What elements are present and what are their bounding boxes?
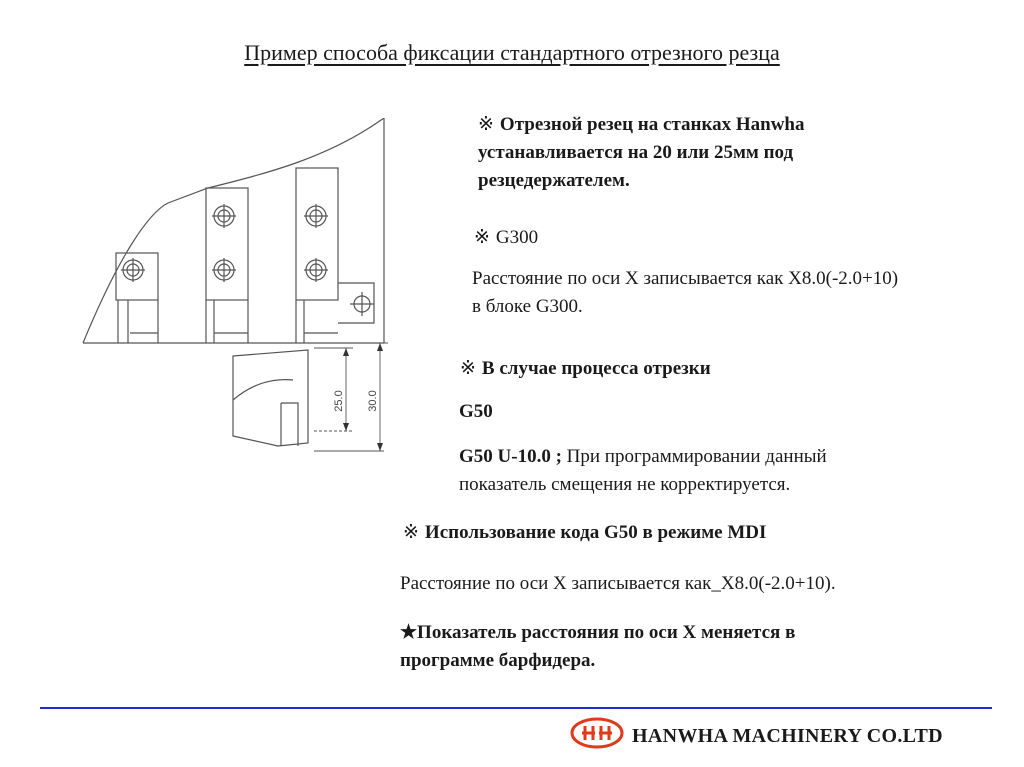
g300-line-2: в блоке G300. [472,296,583,317]
footer-divider [40,707,992,709]
reference-mark-icon: ※ [403,522,419,543]
star-icon: ★ [400,622,418,643]
tool-holder-drawing [78,118,398,458]
cutoff-desc-2: показатель смещения не корректируется. [459,474,791,495]
mdi-text: Расстояние по оси X записывается как_X8.0(-2.0+10). [400,573,836,594]
note-hanwha-line-3: резцедержателем. [478,170,630,191]
note-hanwha-line-1: ※ Отрезной резец на станках Hanwha [478,114,805,135]
cutoff-description [459,443,827,499]
cutoff-code-line: G50 [459,401,493,422]
reference-mark-icon: ※ [474,227,490,248]
dim-label-30: 30.0 [367,390,379,412]
company-name: HANWHA MACHINERY CO.LTD [632,725,943,747]
note-hanwha-line-2: устанавливается на 20 или 25мм под [478,142,794,163]
g300-line-1: Расстояние по оси X записывается как X8.0(-2.0+10) [472,268,899,289]
cutoff-heading: ※ В случае процесса отрезки [460,358,711,379]
cutoff-desc-1: При программировании данный [566,446,827,467]
page-title: Пример способа фиксации стандартного отрезного резца [244,40,780,65]
hanwha-logo-icon [570,716,624,750]
note-hanwha [478,111,805,195]
star-note [400,619,795,675]
g300-heading: ※ G300 [474,227,539,248]
cutoff-code-example: G50 U-10.0 ; [459,446,562,467]
reference-mark-icon: ※ [460,358,476,379]
star-note-line-1: Показатель расстояния по оси X меняется в [417,622,796,643]
g300-text [472,265,898,321]
mdi-heading: ※ Использование кода G50 в режиме MDI [403,522,767,543]
dim-label-25: 25.0 [333,390,345,412]
star-note-line-2: программе барфидера. [400,650,596,671]
reference-mark-icon: ※ [478,114,494,135]
